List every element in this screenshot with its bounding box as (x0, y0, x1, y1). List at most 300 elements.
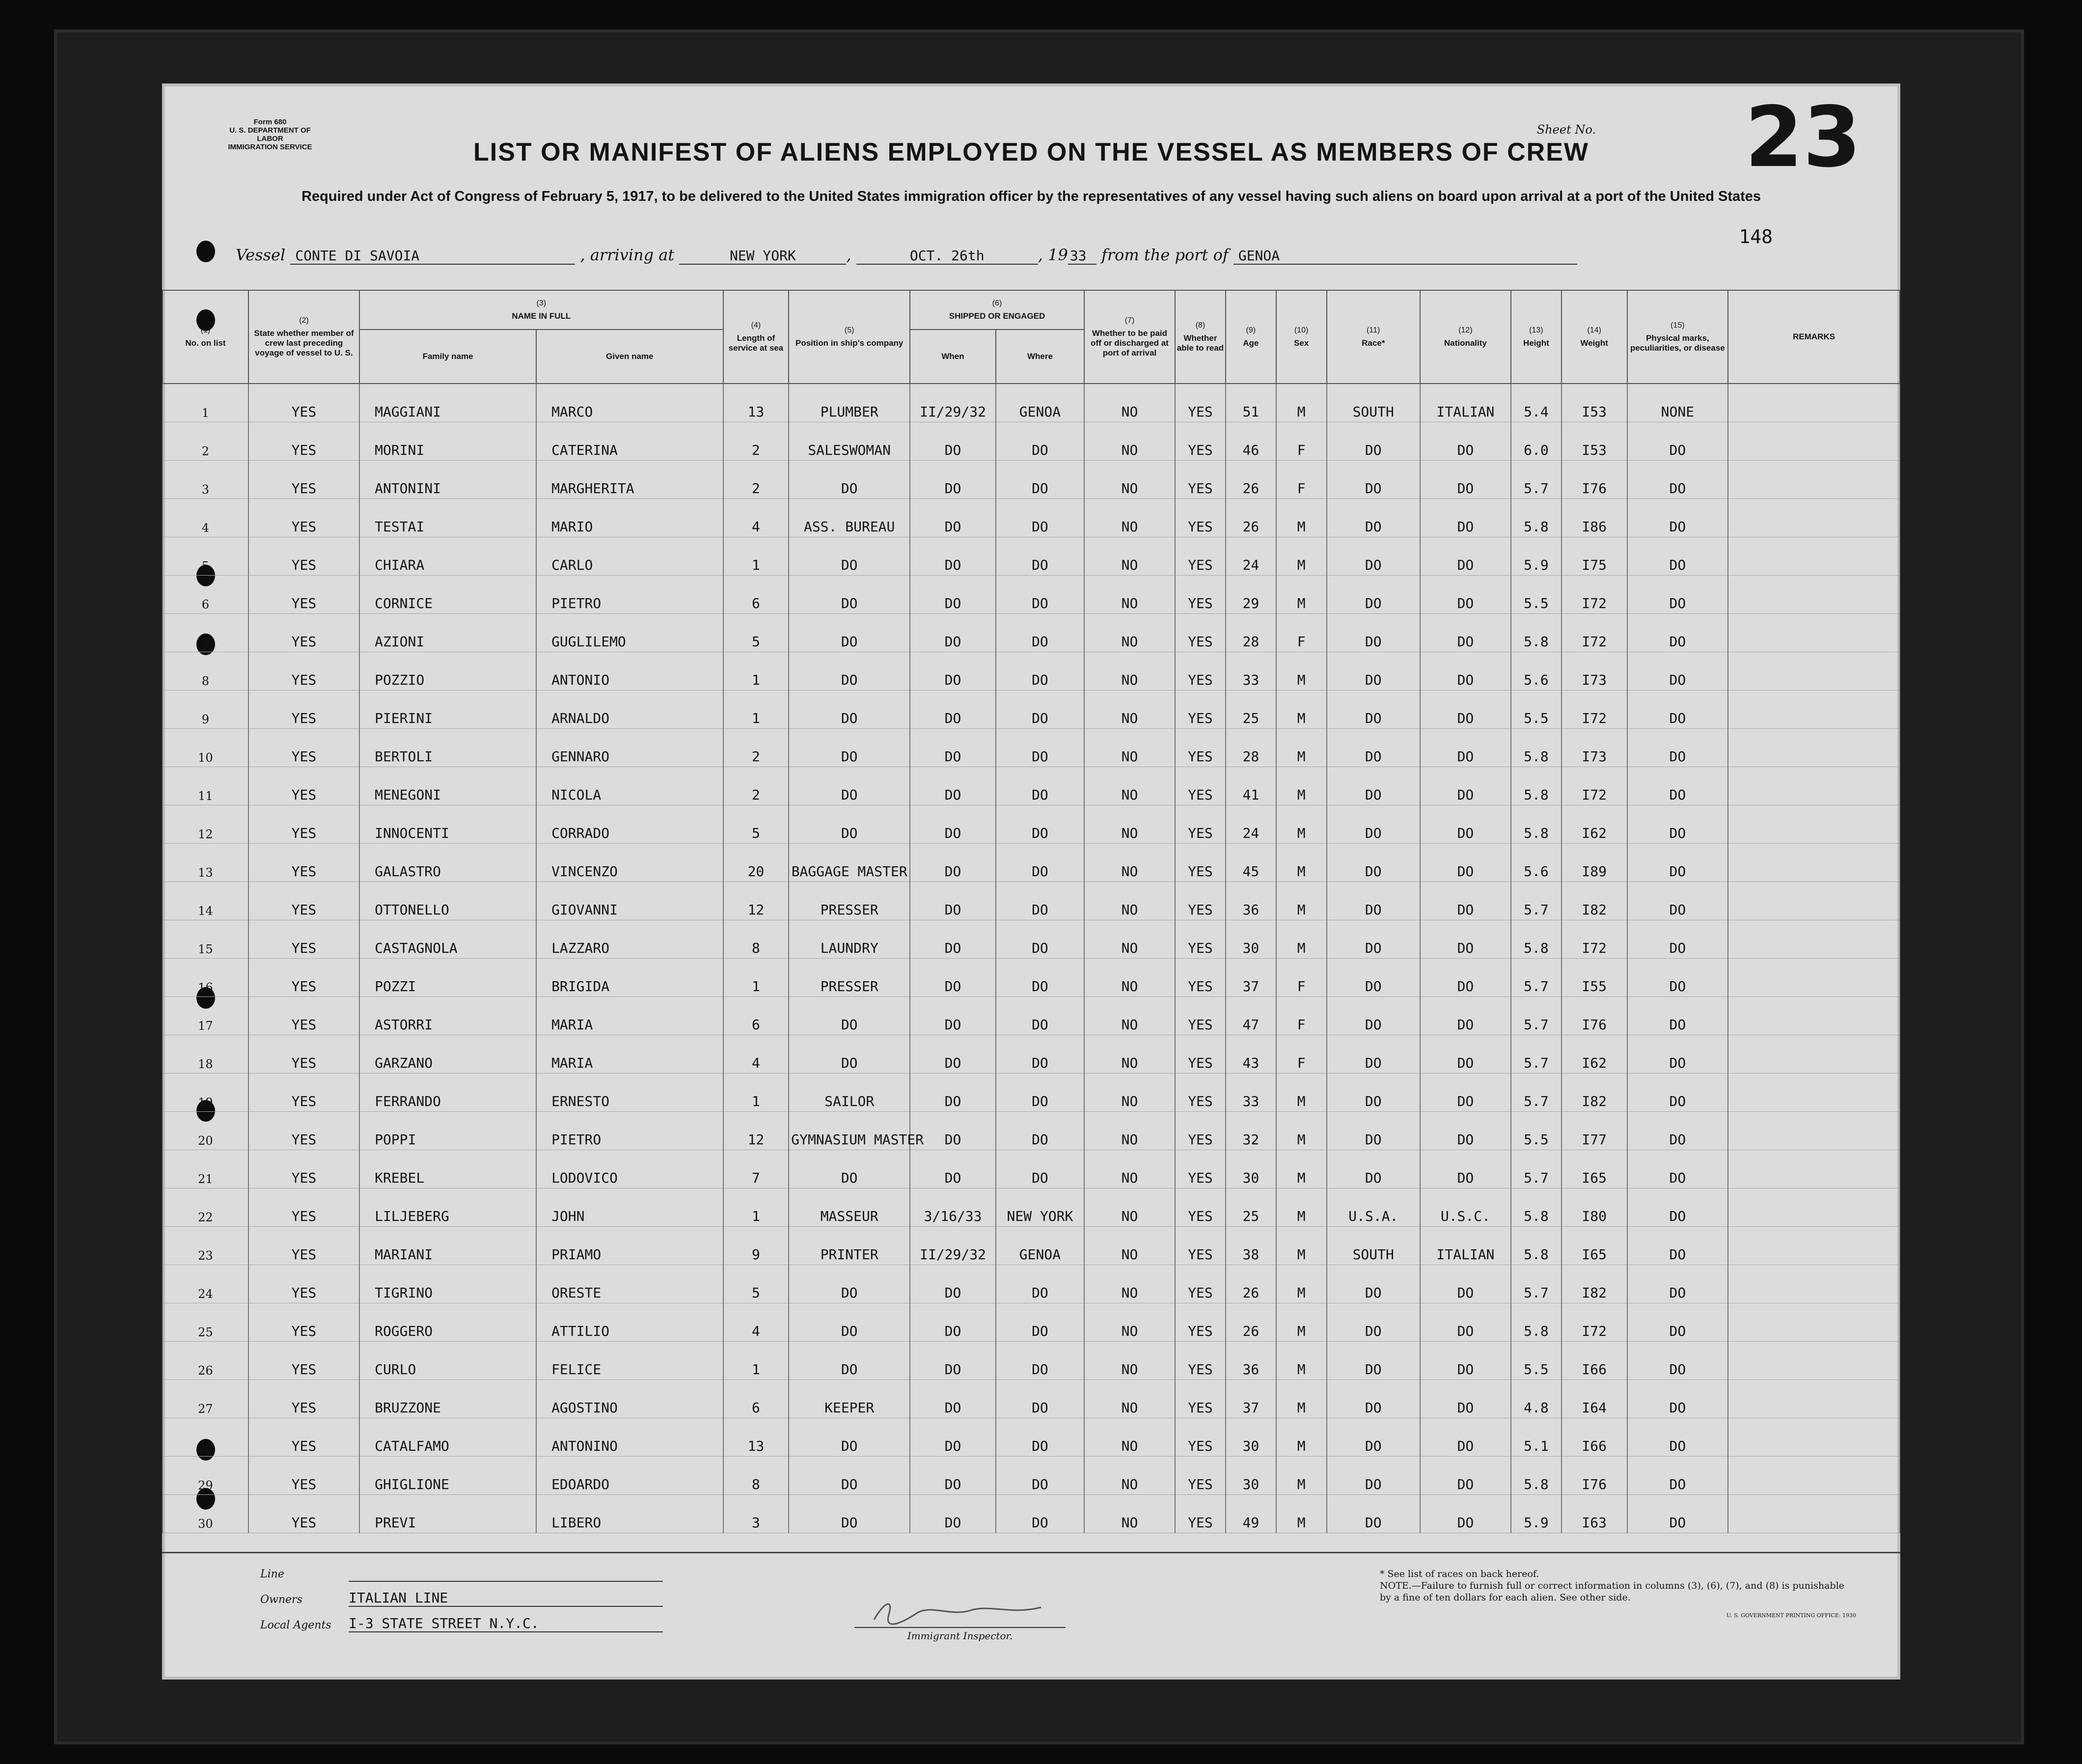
cell-previous-voyage: YES (248, 1303, 359, 1342)
cell-given-name: ANTONINO (536, 1418, 723, 1457)
table-row (163, 920, 1900, 959)
binder-hole (196, 241, 215, 262)
cell-remarks (1728, 690, 1900, 729)
cell-family-name: KREBEL (359, 1150, 536, 1188)
cell-position: DO (789, 1495, 910, 1533)
arriving-port: NEW YORK (679, 248, 846, 265)
cell-able-to-read: YES (1175, 1035, 1226, 1074)
cell-sex: M (1276, 1265, 1327, 1303)
cell-shipped-when: DO (910, 767, 996, 805)
cell-height: 5.7 (1511, 1150, 1562, 1188)
cell-age: 32 (1226, 1112, 1276, 1150)
cell-able-to-read: YES (1175, 422, 1226, 461)
cell-sex: M (1276, 767, 1327, 805)
cell-previous-voyage: YES (248, 1265, 359, 1303)
cell-given-name: ARNALDO (536, 690, 723, 729)
cell-shipped-where: DO (996, 1380, 1084, 1418)
cell-previous-voyage: YES (248, 384, 359, 422)
cell-remarks (1728, 1457, 1900, 1495)
cell-nationality: DO (1420, 1074, 1511, 1112)
table-row (163, 1457, 1900, 1495)
cell-sex: F (1276, 461, 1327, 499)
cell-row-number: 21 (163, 1150, 248, 1188)
cell-length-of-service: 2 (723, 767, 789, 805)
cell-previous-voyage: YES (248, 882, 359, 920)
cell-age: 28 (1226, 729, 1276, 767)
penalty-note: NOTE.—Failure to furnish full or correct information in columns (3), (6), (7), and (8) is punishable by a fine of ten dollars for each alien. See other side. (1380, 1580, 1844, 1603)
cell-able-to-read: YES (1175, 384, 1226, 422)
cell-length-of-service: 1 (723, 1074, 789, 1112)
cell-previous-voyage: YES (248, 614, 359, 652)
cell-height: 5.5 (1511, 1112, 1562, 1150)
cell-shipped-where: GENOA (996, 1227, 1084, 1265)
cell-given-name: LODOVICO (536, 1150, 723, 1188)
col-header-family-name: Family name (359, 330, 536, 384)
form-number: Form 680 (253, 118, 287, 126)
cell-shipped-where: GENOA (996, 384, 1084, 422)
cell-family-name: POZZIO (359, 652, 536, 690)
cell-age: 47 (1226, 997, 1276, 1035)
cell-remarks (1728, 384, 1900, 422)
cell-weight: I53 (1562, 384, 1627, 422)
cell-family-name: PIERINI (359, 690, 536, 729)
cell-race: DO (1327, 537, 1420, 576)
cell-previous-voyage: YES (248, 959, 359, 997)
printer-imprint: U. S. GOVERNMENT PRINTING OFFICE: 1930 (1726, 1612, 1856, 1619)
cell-remarks (1728, 1303, 1900, 1342)
cell-remarks (1728, 959, 1900, 997)
cell-sex: M (1276, 1112, 1327, 1150)
cell-height: 6.0 (1511, 422, 1562, 461)
cell-shipped-when: DO (910, 1342, 996, 1380)
cell-remarks (1728, 614, 1900, 652)
cell-weight: I80 (1562, 1188, 1627, 1227)
cell-row-number: 10 (163, 729, 248, 767)
cell-family-name: ROGGERO (359, 1303, 536, 1342)
cell-physical-marks: DO (1627, 844, 1728, 882)
cell-physical-marks: DO (1627, 1112, 1728, 1150)
cell-paid-off: NO (1084, 690, 1175, 729)
cell-position: DO (789, 805, 910, 844)
cell-nationality: DO (1420, 805, 1511, 844)
col-header-sex: (10) Sex (1276, 290, 1327, 384)
cell-shipped-when: DO (910, 461, 996, 499)
cell-remarks (1728, 920, 1900, 959)
table-row (163, 1112, 1900, 1150)
cell-given-name: ANTONIO (536, 652, 723, 690)
cell-physical-marks: DO (1627, 1457, 1728, 1495)
cell-family-name: CHIARA (359, 537, 536, 576)
cell-shipped-when: DO (910, 576, 996, 614)
cell-race: DO (1327, 1035, 1420, 1074)
sheet-label: Sheet No. (1536, 123, 1596, 137)
col-header-where: Where (996, 330, 1084, 384)
cell-sex: M (1276, 1227, 1327, 1265)
cell-race: DO (1327, 1342, 1420, 1380)
cell-length-of-service: 6 (723, 1380, 789, 1418)
cell-able-to-read: YES (1175, 576, 1226, 614)
cell-paid-off: NO (1084, 1150, 1175, 1188)
cell-family-name: LILJEBERG (359, 1188, 536, 1227)
cell-age: 45 (1226, 844, 1276, 882)
cell-row-number: 6 (163, 576, 248, 614)
cell-remarks (1728, 1380, 1900, 1418)
cell-physical-marks: DO (1627, 537, 1728, 576)
cell-shipped-when: DO (910, 920, 996, 959)
cell-previous-voyage: YES (248, 652, 359, 690)
cell-sex: M (1276, 1418, 1327, 1457)
col-header-service: (4) Length of service at sea (723, 290, 789, 384)
cell-length-of-service: 12 (723, 1112, 789, 1150)
cell-physical-marks: DO (1627, 1150, 1728, 1188)
cell-given-name: LIBERO (536, 1495, 723, 1533)
cell-physical-marks: DO (1627, 461, 1728, 499)
cell-length-of-service: 3 (723, 1495, 789, 1533)
cell-shipped-when: DO (910, 1150, 996, 1188)
cell-nationality: DO (1420, 882, 1511, 920)
cell-position: SALESWOMAN (789, 422, 910, 461)
cell-remarks (1728, 537, 1900, 576)
col-header-read: (8) Whether able to read (1175, 290, 1226, 384)
cell-physical-marks: DO (1627, 1303, 1728, 1342)
table-row (163, 844, 1900, 882)
cell-paid-off: NO (1084, 576, 1175, 614)
col-header-number: (1) No. on list (163, 290, 248, 384)
cell-able-to-read: YES (1175, 1380, 1226, 1418)
cell-shipped-when: DO (910, 882, 996, 920)
cell-nationality: DO (1420, 499, 1511, 537)
cell-shipped-when: DO (910, 690, 996, 729)
cell-age: 26 (1226, 461, 1276, 499)
cell-given-name: VINCENZO (536, 844, 723, 882)
cell-age: 43 (1226, 1035, 1276, 1074)
arrival-date: OCT. 26th (856, 248, 1038, 265)
cell-able-to-read: YES (1175, 1457, 1226, 1495)
cell-shipped-where: DO (996, 767, 1084, 805)
col-header-race: (11) Race* (1327, 290, 1420, 384)
cell-shipped-where: DO (996, 1150, 1084, 1188)
table-row (163, 1303, 1900, 1342)
cell-race: DO (1327, 1150, 1420, 1188)
cell-previous-voyage: YES (248, 1074, 359, 1112)
cell-shipped-where: NEW YORK (996, 1188, 1084, 1227)
cell-shipped-when: 3/16/33 (910, 1188, 996, 1227)
cell-sex: M (1276, 576, 1327, 614)
cell-row-number: 3 (163, 461, 248, 499)
cell-able-to-read: YES (1175, 997, 1226, 1035)
table-row (163, 537, 1900, 576)
cell-able-to-read: YES (1175, 882, 1226, 920)
cell-age: 24 (1226, 805, 1276, 844)
table-row (163, 882, 1900, 920)
cell-row-number: 17 (163, 997, 248, 1035)
cell-row-number: 19 (163, 1074, 248, 1112)
cell-sex: M (1276, 729, 1327, 767)
vessel-name: CONTE DI SAVOIA (290, 248, 575, 265)
cell-sex: M (1276, 920, 1327, 959)
cell-age: 26 (1226, 1303, 1276, 1342)
cell-length-of-service: 13 (723, 384, 789, 422)
cell-length-of-service: 1 (723, 1188, 789, 1227)
cell-length-of-service: 2 (723, 461, 789, 499)
cell-race: DO (1327, 690, 1420, 729)
cell-able-to-read: YES (1175, 537, 1226, 576)
cell-sex: M (1276, 652, 1327, 690)
cell-family-name: MARIANI (359, 1227, 536, 1265)
cell-able-to-read: YES (1175, 844, 1226, 882)
cell-age: 33 (1226, 652, 1276, 690)
cell-remarks (1728, 1150, 1900, 1188)
cell-weight: I82 (1562, 1074, 1627, 1112)
cell-paid-off: NO (1084, 422, 1175, 461)
cell-nationality: DO (1420, 537, 1511, 576)
crew-manifest-table (162, 290, 1900, 1533)
cell-previous-voyage: YES (248, 844, 359, 882)
cell-position: DO (789, 576, 910, 614)
cell-shipped-where: DO (996, 461, 1084, 499)
cell-length-of-service: 1 (723, 1342, 789, 1380)
cell-age: 51 (1226, 384, 1276, 422)
vessel-label: Vessel (236, 246, 286, 264)
cell-position: MASSEUR (789, 1188, 910, 1227)
cell-remarks (1728, 499, 1900, 537)
cell-able-to-read: YES (1175, 499, 1226, 537)
cell-weight: I73 (1562, 729, 1627, 767)
cell-race: DO (1327, 805, 1420, 844)
cell-paid-off: NO (1084, 959, 1175, 997)
cell-shipped-where: DO (996, 499, 1084, 537)
cell-given-name: JOHN (536, 1188, 723, 1227)
cell-weight: I82 (1562, 1265, 1627, 1303)
cell-nationality: DO (1420, 1303, 1511, 1342)
cell-position: DO (789, 997, 910, 1035)
cell-physical-marks: DO (1627, 1380, 1728, 1418)
cell-height: 5.5 (1511, 576, 1562, 614)
cell-family-name: GALASTRO (359, 844, 536, 882)
cell-row-number: 13 (163, 844, 248, 882)
cell-row-number: 23 (163, 1227, 248, 1265)
col-header-name: (3) NAME IN FULL (359, 290, 723, 330)
table-row (163, 652, 1900, 690)
cell-sex: M (1276, 805, 1327, 844)
cell-family-name: BRUZZONE (359, 1380, 536, 1418)
year-prefix: 19 (1048, 246, 1068, 264)
cell-remarks (1728, 1227, 1900, 1265)
cell-given-name: EDOARDO (536, 1457, 723, 1495)
col-header-height: (13) Height (1511, 290, 1562, 384)
cell-previous-voyage: YES (248, 767, 359, 805)
cell-paid-off: NO (1084, 1188, 1175, 1227)
cell-row-number: 8 (163, 652, 248, 690)
cell-shipped-when: DO (910, 997, 996, 1035)
cell-weight: I72 (1562, 614, 1627, 652)
cell-length-of-service: 20 (723, 844, 789, 882)
cell-physical-marks: DO (1627, 1265, 1728, 1303)
table-row (163, 729, 1900, 767)
cell-height: 5.7 (1511, 1074, 1562, 1112)
cell-height: 5.8 (1511, 1188, 1562, 1227)
cell-nationality: DO (1420, 690, 1511, 729)
cell-remarks (1728, 1418, 1900, 1457)
cell-shipped-where: DO (996, 422, 1084, 461)
cell-remarks (1728, 729, 1900, 767)
cell-sex: M (1276, 690, 1327, 729)
cell-paid-off: NO (1084, 1074, 1175, 1112)
col-header-previous-voyage: (2) State whether member of crew last preceding voyage of vessel to U. S. (248, 290, 359, 384)
cell-weight: I53 (1562, 422, 1627, 461)
cell-position: SAILOR (789, 1074, 910, 1112)
cell-height: 5.1 (1511, 1418, 1562, 1457)
cell-length-of-service: 4 (723, 1035, 789, 1074)
table-row (163, 690, 1900, 729)
cell-age: 37 (1226, 959, 1276, 997)
cell-length-of-service: 2 (723, 422, 789, 461)
cell-remarks (1728, 1035, 1900, 1074)
table-row (163, 461, 1900, 499)
cell-family-name: PREVI (359, 1495, 536, 1533)
cell-shipped-when: DO (910, 1380, 996, 1418)
cell-height: 5.8 (1511, 1303, 1562, 1342)
col-header-position: (5) Position in ship's company (789, 290, 910, 384)
cell-paid-off: NO (1084, 461, 1175, 499)
cell-race: DO (1327, 1495, 1420, 1533)
cell-length-of-service: 4 (723, 1303, 789, 1342)
cell-age: 24 (1226, 537, 1276, 576)
cell-paid-off: NO (1084, 844, 1175, 882)
cell-age: 41 (1226, 767, 1276, 805)
cell-given-name: PRIAMO (536, 1227, 723, 1265)
cell-position: DO (789, 461, 910, 499)
cell-previous-voyage: YES (248, 422, 359, 461)
cell-previous-voyage: YES (248, 1112, 359, 1150)
cell-shipped-where: DO (996, 1495, 1084, 1533)
cell-nationality: DO (1420, 1265, 1511, 1303)
cell-row-number: 25 (163, 1303, 248, 1342)
cell-position: LAUNDRY (789, 920, 910, 959)
cell-physical-marks: DO (1627, 422, 1728, 461)
cell-shipped-when: DO (910, 1265, 996, 1303)
cell-sex: M (1276, 882, 1327, 920)
cell-given-name: ERNESTO (536, 1074, 723, 1112)
cell-race: DO (1327, 652, 1420, 690)
cell-previous-voyage: YES (248, 499, 359, 537)
cell-weight: I62 (1562, 805, 1627, 844)
cell-race: DO (1327, 576, 1420, 614)
table-row (163, 499, 1900, 537)
cell-shipped-where: DO (996, 1418, 1084, 1457)
cell-race: DO (1327, 1380, 1420, 1418)
cell-paid-off: NO (1084, 1457, 1175, 1495)
year-suffix: 33 (1068, 248, 1096, 265)
table-row (163, 1150, 1900, 1188)
cell-paid-off: NO (1084, 920, 1175, 959)
cell-remarks (1728, 805, 1900, 844)
vessel-line: Vessel CONTE DI SAVOIA , arriving at NEW YORK , OCT. 26th , 19 33 from the port of GENOA (236, 246, 1577, 265)
cell-able-to-read: YES (1175, 1227, 1226, 1265)
cell-row-number: 4 (163, 499, 248, 537)
cell-position: DO (789, 1418, 910, 1457)
cell-shipped-when: II/29/32 (910, 1227, 996, 1265)
cell-race: DO (1327, 997, 1420, 1035)
cell-sex: M (1276, 1495, 1327, 1533)
cell-weight: I76 (1562, 997, 1627, 1035)
cell-weight: I55 (1562, 959, 1627, 997)
cell-paid-off: NO (1084, 1112, 1175, 1150)
cell-height: 5.8 (1511, 614, 1562, 652)
cell-height: 5.8 (1511, 1227, 1562, 1265)
cell-nationality: DO (1420, 1495, 1511, 1533)
cell-row-number: 15 (163, 920, 248, 959)
cell-shipped-when: DO (910, 1418, 996, 1457)
cell-position: DO (789, 537, 910, 576)
cell-nationality: DO (1420, 1418, 1511, 1457)
cell-height: 5.6 (1511, 652, 1562, 690)
cell-age: 49 (1226, 1495, 1276, 1533)
cell-shipped-when: DO (910, 1303, 996, 1342)
cell-height: 5.8 (1511, 499, 1562, 537)
cell-shipped-where: DO (996, 1035, 1084, 1074)
cell-race: DO (1327, 729, 1420, 767)
cell-race: DO (1327, 844, 1420, 882)
cell-weight: I89 (1562, 844, 1627, 882)
col-header-when: When (910, 330, 996, 384)
cell-family-name: CORNICE (359, 576, 536, 614)
cell-given-name: ORESTE (536, 1265, 723, 1303)
cell-family-name: INNOCENTI (359, 805, 536, 844)
cell-able-to-read: YES (1175, 652, 1226, 690)
cell-shipped-when: DO (910, 1112, 996, 1150)
cell-given-name: MARIA (536, 997, 723, 1035)
cell-paid-off: NO (1084, 1227, 1175, 1265)
cell-physical-marks: DO (1627, 614, 1728, 652)
cell-shipped-when: DO (910, 614, 996, 652)
cell-given-name: NICOLA (536, 767, 723, 805)
cell-shipped-where: DO (996, 652, 1084, 690)
cell-physical-marks: DO (1627, 690, 1728, 729)
table-row (163, 805, 1900, 844)
cell-weight: I72 (1562, 1303, 1627, 1342)
cell-given-name: CORRADO (536, 805, 723, 844)
cell-shipped-when: DO (910, 422, 996, 461)
cell-physical-marks: DO (1627, 767, 1728, 805)
cell-family-name: MAGGIANI (359, 384, 536, 422)
cell-paid-off: NO (1084, 1303, 1175, 1342)
cell-given-name: ATTILIO (536, 1303, 723, 1342)
cell-age: 28 (1226, 614, 1276, 652)
from-port: GENOA (1233, 248, 1577, 265)
table-row (163, 1227, 1900, 1265)
cell-weight: I65 (1562, 1227, 1627, 1265)
cell-paid-off: NO (1084, 1265, 1175, 1303)
cell-sex: F (1276, 614, 1327, 652)
page-title: LIST OR MANIFEST OF ALIENS EMPLOYED ON THE VESSEL AS MEMBERS OF CREW (473, 138, 1589, 166)
cell-nationality: DO (1420, 844, 1511, 882)
inspector-signature (854, 1593, 1066, 1642)
table-row (163, 1380, 1900, 1418)
cell-nationality: DO (1420, 1112, 1511, 1150)
cell-row-number: 2 (163, 422, 248, 461)
cell-height: 5.5 (1511, 690, 1562, 729)
cell-nationality: DO (1420, 576, 1511, 614)
cell-nationality: DO (1420, 997, 1511, 1035)
cell-shipped-when: DO (910, 499, 996, 537)
cell-nationality: DO (1420, 1380, 1511, 1418)
signature-line (854, 1593, 1066, 1628)
cell-family-name: FERRANDO (359, 1074, 536, 1112)
cell-row-number: 22 (163, 1188, 248, 1227)
cell-previous-voyage: YES (248, 537, 359, 576)
manifest-page (162, 83, 1900, 1680)
